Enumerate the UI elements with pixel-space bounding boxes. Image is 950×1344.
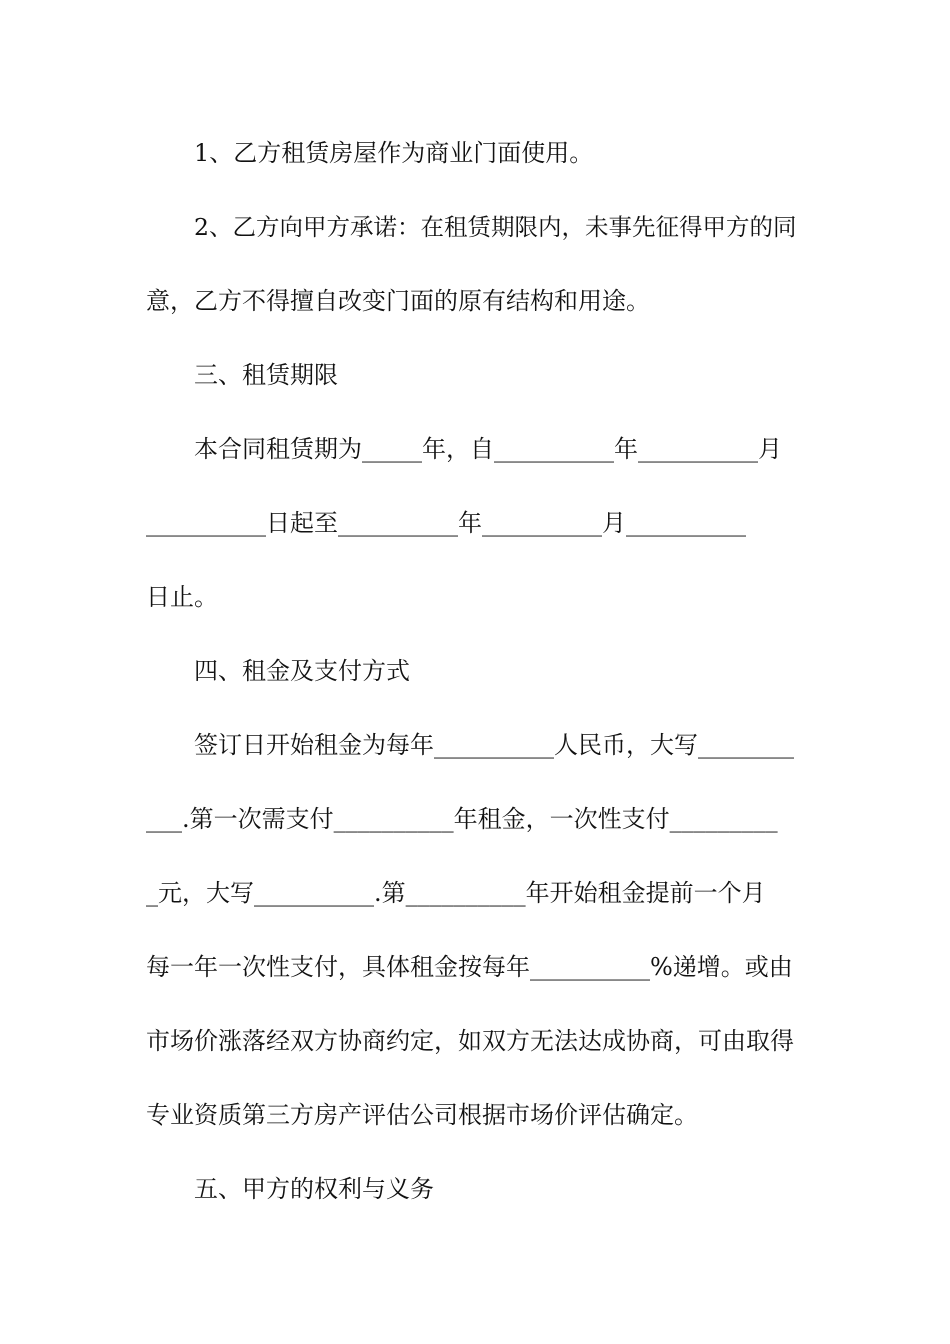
lease-term-line-1: 本合同租赁期为_____年，自__________年__________月	[194, 435, 782, 463]
rent-line-2: ___.第一次需支付__________年租金，一次性支付_________	[146, 805, 778, 833]
section-3-heading: 三、租赁期限	[194, 361, 338, 389]
clause-1-line: 1、乙方租赁房屋作为商业门面使用。	[194, 139, 594, 167]
rent-line-5: 市场价涨落经双方协商约定，如双方无法达成协商，可由取得	[146, 1027, 794, 1055]
rent-line-1: 签订日开始租金为每年__________人民币，大写________	[194, 731, 794, 759]
lease-term-line-2: __________日起至__________年__________月__________	[146, 509, 746, 537]
clause-2-line-1: 2、乙方向甲方承诺：在租赁期限内，未事先征得甲方的同	[194, 213, 797, 241]
section-5-heading: 五、甲方的权利与义务	[194, 1175, 434, 1203]
lease-term-line-3: 日止。	[146, 583, 218, 611]
rent-line-4: 每一年一次性支付，具体租金按每年__________%递增。或由	[146, 953, 793, 981]
rent-line-6: 专业资质第三方房产评估公司根据市场价评估确定。	[146, 1101, 698, 1129]
rent-line-3: _元，大写__________.第__________年开始租金提前一个月	[146, 879, 766, 907]
section-4-heading: 四、租金及支付方式	[194, 657, 410, 685]
clause-2-line-2: 意，乙方不得擅自改变门面的原有结构和用途。	[146, 287, 650, 315]
